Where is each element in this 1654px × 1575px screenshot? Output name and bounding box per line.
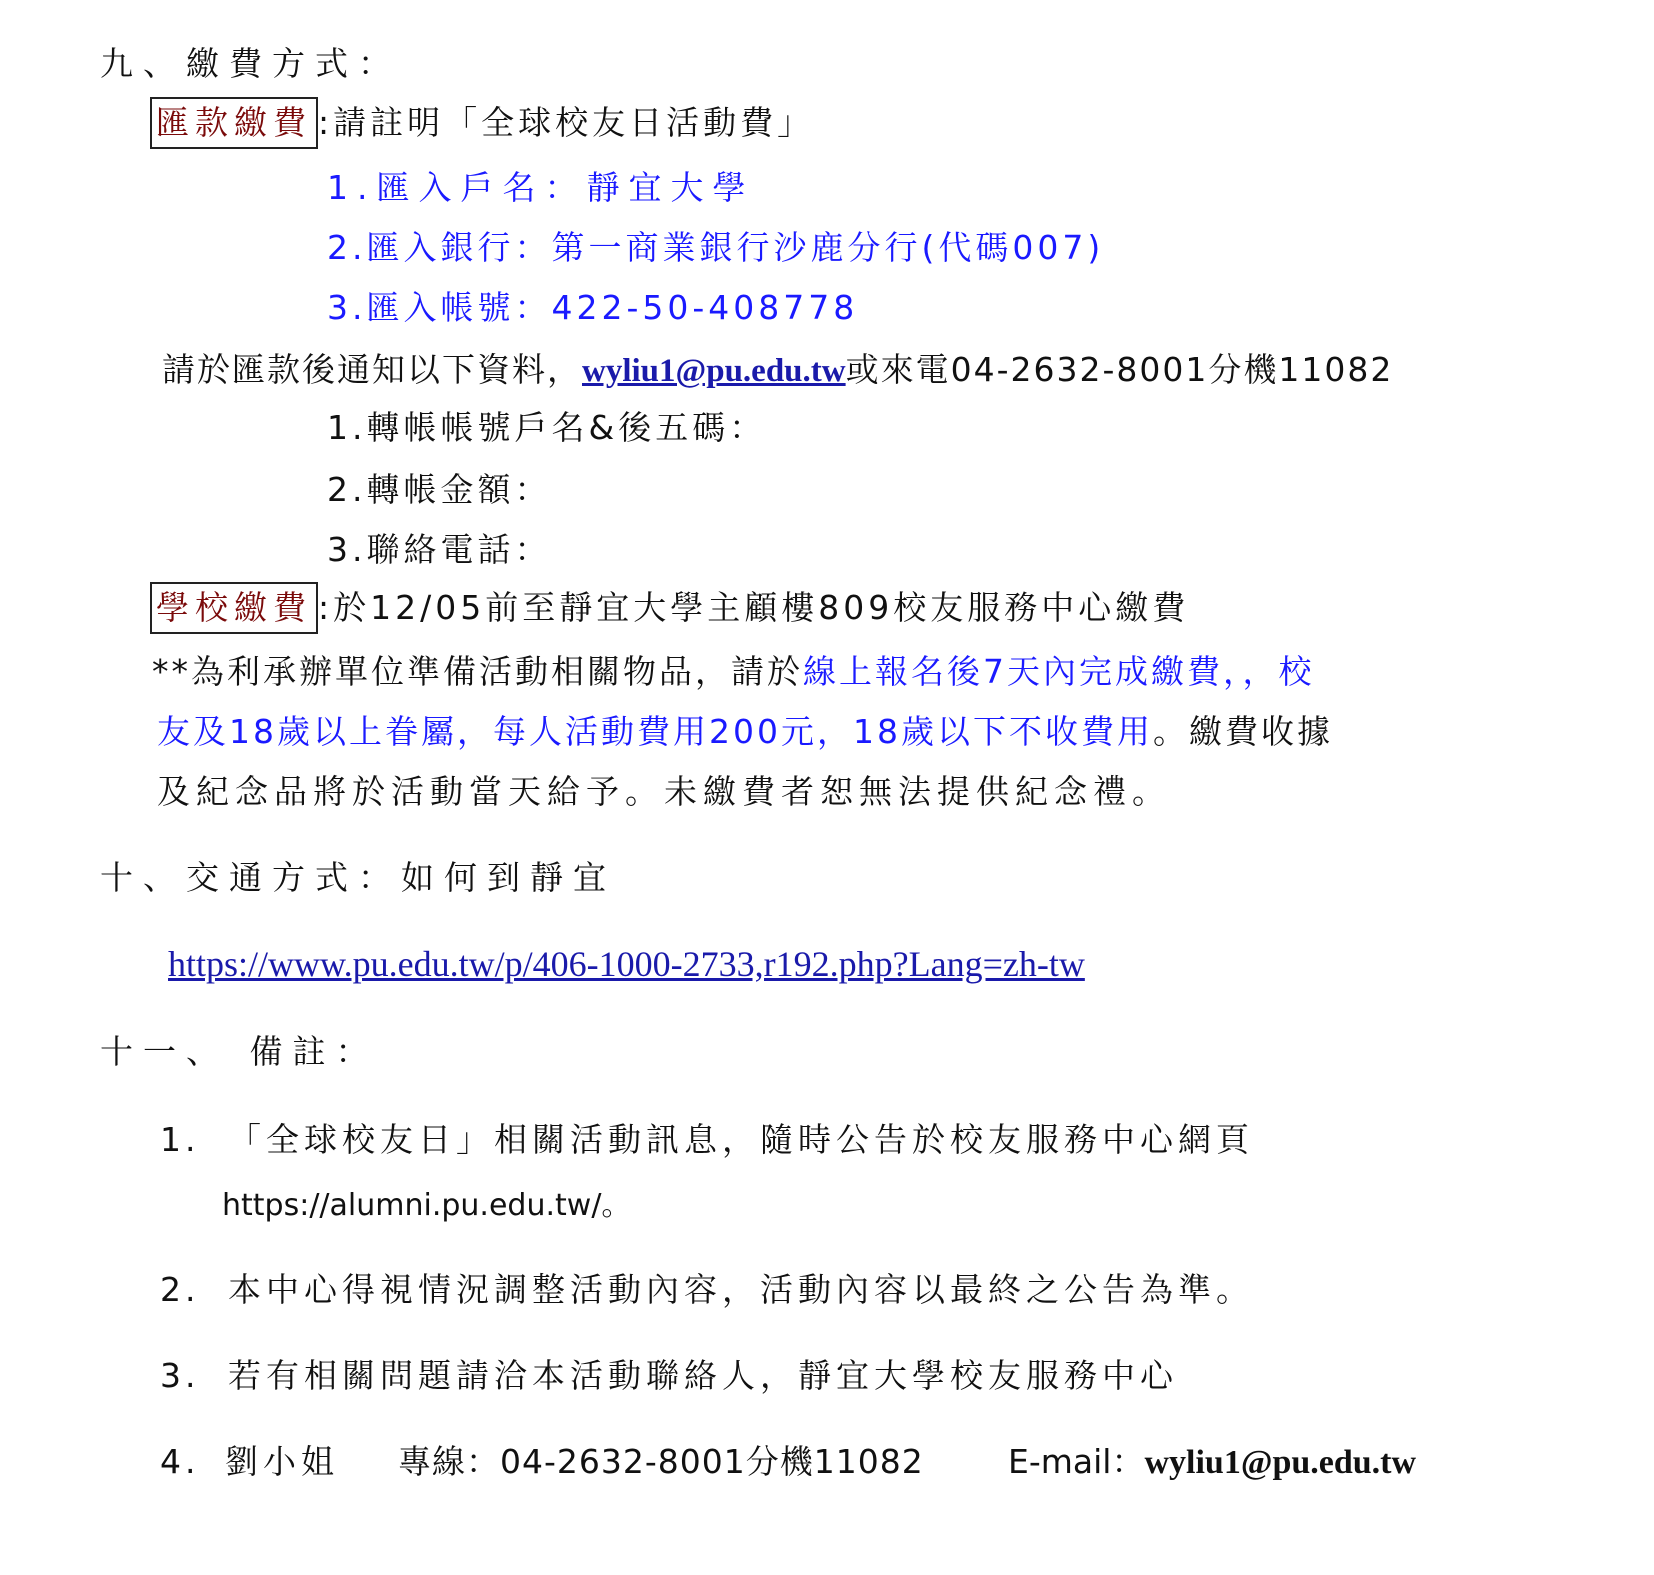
note-1-text: 「全球校友日」相關活動訊息，隨時公告於校友服務中心網頁 [228,1120,1254,1159]
contact-phone: 專線：04-2632-8001分機11082 [398,1442,924,1481]
transport-link[interactable]: https://www.pu.edu.tw/p/406-1000-2733,r192.php?Lang=zh-tw [168,944,1085,984]
remit-item-2: 2.匯入銀行：第一商業銀行沙鹿分行(代碼007) [327,228,1105,267]
remit-item-1: 1.匯入戶名：靜宜大學 [327,168,755,207]
school-note: :於12/05前至靜宜大學主顧樓809校友服務中心繳費 [318,588,1190,627]
contact-email[interactable]: wyliu1@pu.edu.tw [1144,1444,1417,1481]
notify-item-3: 3.聯絡電話： [327,530,552,569]
remark-part1: **為利承辦單位準備活動相關物品，請於 [152,652,803,691]
notify-row [162,350,1393,391]
remit-row [150,97,814,149]
remark-part2: 。繳費收據 [1152,712,1333,751]
school-label: 學校繳費 [150,582,318,634]
notify-item-1: 1.轉帳帳號戶名&後五碼： [327,408,767,447]
remark-blue-2: 友及18歲以上眷屬，每人活動費用200元，18歲以下不收費用 [157,712,1153,751]
notify-email-link[interactable]: wyliu1@pu.edu.tw [582,353,846,389]
remit-note: :請註明「全球校友日活動費」 [318,103,815,142]
remit-label: 匯款繳費 [150,97,318,149]
note-1-number: 1. [160,1120,200,1159]
school-row [150,582,1189,634]
note-1-url: https://alumni.pu.edu.tw/。 [222,1188,632,1223]
note-3-text: 若有相關問題請洽本活動聯絡人，靜宜大學校友服務中心 [228,1356,1178,1395]
notify-suffix: 或來電04-2632-8001分機11082 [845,350,1394,389]
note-2-text: 本中心得視情況調整活動內容，活動內容以最終之公告為準。 [228,1270,1254,1309]
section11-heading: 十一、 備註： [100,1032,379,1071]
notify-item-2: 2.轉帳金額： [327,470,552,509]
remark-line-1 [152,652,1315,692]
contact-email-label: E-mail： [1008,1442,1145,1481]
notify-prefix: 請於匯款後通知以下資料， [162,350,582,389]
remark-line-3: 及紀念品將於活動當天給予。未繳費者恕無法提供紀念禮。 [157,772,1171,811]
section9-heading: 九、繳費方式： [100,44,401,83]
note-2-number: 2. [160,1270,200,1309]
remark-blue-1: 線上報名後7天內完成繳費，，校 [803,652,1315,691]
remit-item-3: 3.匯入帳號：422-50-408778 [327,288,859,327]
contact-email-row [1008,1442,1416,1483]
section10-heading: 十、交通方式：如何到靜宜 [100,858,616,897]
note-4-number: 4. [160,1442,200,1481]
contact-name: 劉小姐 [225,1442,339,1481]
note-3-number: 3. [160,1356,200,1395]
remark-line-2 [157,712,1333,752]
